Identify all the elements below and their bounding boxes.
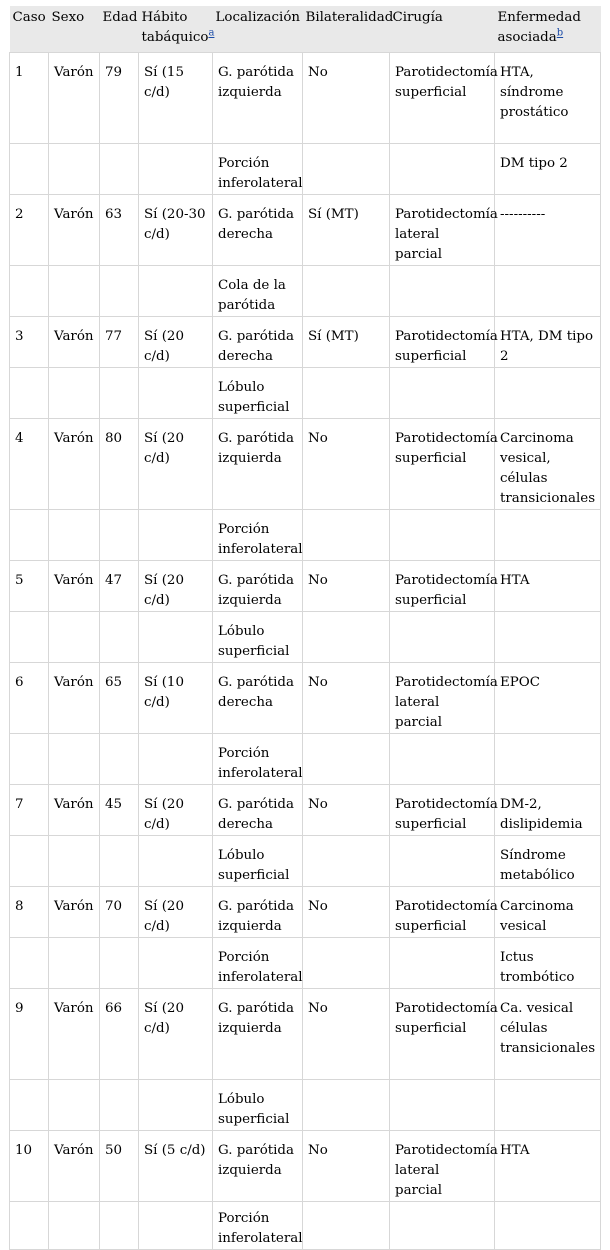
table-cell [390, 734, 495, 785]
table-cell [139, 1202, 213, 1250]
table-cell: 1 [10, 53, 49, 144]
table-row [10, 836, 601, 887]
footnote-link[interactable]: a [208, 27, 215, 39]
table-cell [495, 1202, 601, 1250]
table-cell [390, 836, 495, 887]
table-cell: 4 [10, 419, 49, 510]
table-cell [495, 612, 601, 663]
table-cell: Porción inferolateral [213, 144, 303, 195]
table-cell: Sí (20 c/d) [139, 785, 213, 836]
table-cell: G. parótida izquierda [213, 419, 303, 510]
table-cell [49, 1202, 100, 1250]
table-cell: 77 [100, 317, 139, 368]
table-row [10, 734, 601, 785]
table-cell: No [303, 887, 390, 938]
table-cell [495, 1080, 601, 1131]
table-cell [49, 368, 100, 419]
table-row [10, 144, 601, 195]
table-cell [303, 1080, 390, 1131]
table-cell: G. parótida izquierda [213, 1131, 303, 1202]
table-cell: HTA [495, 1131, 601, 1202]
table-cell: 7 [10, 785, 49, 836]
table-cell: Varón [49, 317, 100, 368]
table-cell: Lóbulo superficial [213, 1080, 303, 1131]
table-cell [49, 1080, 100, 1131]
table-cell: Sí (20 c/d) [139, 887, 213, 938]
table-cell: Parotidectomía superficial [390, 561, 495, 612]
table-cell: Porción inferolateral [213, 1202, 303, 1250]
footnote-link[interactable]: b [556, 27, 564, 39]
table-cell [303, 938, 390, 989]
table-cell: No [303, 419, 390, 510]
table-cell: Ca. vesical células transicionales [495, 989, 601, 1080]
table-row [10, 785, 601, 836]
column-header [139, 6, 213, 53]
column-header [495, 6, 601, 53]
table-cell: 80 [100, 419, 139, 510]
table-cell: 5 [10, 561, 49, 612]
table-row [10, 195, 601, 266]
table-row [10, 368, 601, 419]
table-row [10, 53, 601, 144]
table-cell [303, 734, 390, 785]
table-cell: G. parótida izquierda [213, 989, 303, 1080]
table-cell [100, 1202, 139, 1250]
table-cell [100, 510, 139, 561]
table-cell: No [303, 663, 390, 734]
table-cell: 6 [10, 663, 49, 734]
table-cell: Sí (20 c/d) [139, 419, 213, 510]
table-cell: Parotidectomía superficial [390, 887, 495, 938]
table-cell [139, 510, 213, 561]
table-cell: Parotidectomía superficial [390, 989, 495, 1080]
column-header [49, 6, 100, 53]
table-row [10, 1080, 601, 1131]
table-cell: 3 [10, 317, 49, 368]
table-cell: Sí (20 c/d) [139, 317, 213, 368]
table-cell: Ictus trombótico [495, 938, 601, 989]
table-row [10, 1131, 601, 1202]
table-cell: No [303, 53, 390, 144]
table-cell: Sí (15 c/d) [139, 53, 213, 144]
table-cell: Porción inferolateral [213, 510, 303, 561]
table-cell [390, 368, 495, 419]
table-cell [390, 938, 495, 989]
patient-cases-table [9, 6, 601, 1250]
table-cell [49, 266, 100, 317]
table-cell: Parotidectomía superficial [390, 317, 495, 368]
table-cell: G. parótida izquierda [213, 53, 303, 144]
table-cell: Síndrome metabólico [495, 836, 601, 887]
column-header-label: Sexo [51, 10, 85, 25]
table-cell: 10 [10, 1131, 49, 1202]
table-cell: DM tipo 2 [495, 144, 601, 195]
table-cell [139, 368, 213, 419]
table-cell: 8 [10, 887, 49, 938]
table-cell: 65 [100, 663, 139, 734]
table-cell: Sí (MT) [303, 317, 390, 368]
table-cell: Varón [49, 195, 100, 266]
table-cell [100, 612, 139, 663]
table-cell [100, 144, 139, 195]
table-cell [390, 510, 495, 561]
table-cell: G. parótida izquierda [213, 561, 303, 612]
table-cell [303, 368, 390, 419]
table-cell: Varón [49, 419, 100, 510]
table-row [10, 989, 601, 1080]
table-cell: Varón [49, 663, 100, 734]
table-cell: No [303, 785, 390, 836]
column-header-label: Edad [102, 10, 138, 25]
column-header [390, 6, 495, 53]
table-cell: Varón [49, 989, 100, 1080]
table-cell [390, 1202, 495, 1250]
table-cell: Cola de la parótida [213, 266, 303, 317]
table-cell [49, 612, 100, 663]
table-cell: Lóbulo superficial [213, 836, 303, 887]
table-cell: G. parótida derecha [213, 785, 303, 836]
column-header-label: Caso [12, 10, 46, 25]
table-cell [139, 836, 213, 887]
table-cell: Varón [49, 561, 100, 612]
table-cell: G. parótida derecha [213, 195, 303, 266]
table-cell: G. parótida derecha [213, 663, 303, 734]
table-row [10, 612, 601, 663]
table-cell [49, 836, 100, 887]
table-cell [10, 938, 49, 989]
table-cell: Sí (5 c/d) [139, 1131, 213, 1202]
table-row [10, 510, 601, 561]
table-cell [303, 144, 390, 195]
table-cell [100, 266, 139, 317]
table-cell: 47 [100, 561, 139, 612]
table-cell: 63 [100, 195, 139, 266]
table-cell: HTA [495, 561, 601, 612]
table-cell: 45 [100, 785, 139, 836]
column-header [100, 6, 139, 53]
column-header-label: Bilateralidad [305, 10, 394, 25]
table-cell: Sí (10 c/d) [139, 663, 213, 734]
table-row [10, 266, 601, 317]
table-cell [303, 612, 390, 663]
table-cell: ---------- [495, 195, 601, 266]
table-cell [49, 734, 100, 785]
table-cell [100, 368, 139, 419]
table-cell: EPOC [495, 663, 601, 734]
table-header-row [10, 6, 601, 53]
table-cell [495, 734, 601, 785]
column-header [303, 6, 394, 53]
table-cell [10, 734, 49, 785]
table-cell [390, 266, 495, 317]
table-cell: No [303, 561, 390, 612]
table-cell: 79 [100, 53, 139, 144]
table-cell [49, 938, 100, 989]
table-cell [303, 836, 390, 887]
table-cell: No [303, 989, 390, 1080]
table-row [10, 419, 601, 510]
column-header-label: Cirugía [392, 10, 443, 25]
table-cell: Sí (20-30 c/d) [139, 195, 213, 266]
table-cell [10, 1080, 49, 1131]
table-row [10, 317, 601, 368]
table-cell: Varón [49, 53, 100, 144]
table-cell: Carcinoma vesical, células transicionales [495, 419, 601, 510]
table-cell [390, 612, 495, 663]
table-cell: 70 [100, 887, 139, 938]
table-cell [303, 510, 390, 561]
table-row [10, 663, 601, 734]
table-cell: Varón [49, 887, 100, 938]
table-cell: G. parótida izquierda [213, 887, 303, 938]
table-cell [390, 144, 495, 195]
table-cell [100, 734, 139, 785]
table-cell: Sí (20 c/d) [139, 989, 213, 1080]
table-cell: 9 [10, 989, 49, 1080]
table-cell [139, 1080, 213, 1131]
table-cell [10, 612, 49, 663]
table-cell: Sí (MT) [303, 195, 390, 266]
table-cell: Parotidectomía superficial [390, 53, 495, 144]
table-cell [139, 938, 213, 989]
column-header-label: Hábito tabáquico [141, 10, 209, 45]
table-cell: Varón [49, 785, 100, 836]
column-header [10, 6, 49, 53]
table-cell [303, 1202, 390, 1250]
table-cell: Carcinoma vesical [495, 887, 601, 938]
table-cell: Parotidectomía superficial [390, 419, 495, 510]
table-cell [49, 144, 100, 195]
table-cell: Porción inferolateral [213, 938, 303, 989]
table-cell: No [303, 1131, 390, 1202]
table-cell [139, 734, 213, 785]
table-cell [495, 368, 601, 419]
table-cell [10, 836, 49, 887]
table-cell [139, 612, 213, 663]
table-cell: Porción inferolateral [213, 734, 303, 785]
table-cell [100, 938, 139, 989]
table-cell [303, 266, 390, 317]
table-cell [10, 266, 49, 317]
table-cell: DM-2, dislipidemia [495, 785, 601, 836]
table-cell: Parotidectomía lateral parcial [390, 663, 495, 734]
table-cell: Parotidectomía superficial [390, 785, 495, 836]
column-header [213, 6, 303, 53]
table-cell [100, 1080, 139, 1131]
table-row [10, 938, 601, 989]
table-cell: 66 [100, 989, 139, 1080]
table-cell: G. parótida derecha [213, 317, 303, 368]
table-cell: Parotidectomía lateral parcial [390, 195, 495, 266]
table-cell: Varón [49, 1131, 100, 1202]
table-cell: HTA, síndrome prostático [495, 53, 601, 144]
table-cell [10, 144, 49, 195]
table-cell [390, 1080, 495, 1131]
table-row [10, 887, 601, 938]
table-cell [10, 1202, 49, 1250]
table-cell: 2 [10, 195, 49, 266]
column-header-label: Enfermedad asociada [497, 10, 581, 45]
table-cell: Sí (20 c/d) [139, 561, 213, 612]
table-cell [139, 144, 213, 195]
table-cell [139, 266, 213, 317]
table-cell [495, 510, 601, 561]
table-cell [10, 510, 49, 561]
table-cell: HTA, DM tipo 2 [495, 317, 601, 368]
table-cell [49, 510, 100, 561]
table-cell [100, 836, 139, 887]
table-row [10, 561, 601, 612]
table-cell: Lóbulo superficial [213, 368, 303, 419]
table-cell: Lóbulo superficial [213, 612, 303, 663]
table-cell: Parotidectomía lateral parcial [390, 1131, 495, 1202]
table-cell [495, 266, 601, 317]
table-cell: 50 [100, 1131, 139, 1202]
table-row [10, 1202, 601, 1250]
column-header-label: Localización [215, 10, 301, 25]
table-cell [10, 368, 49, 419]
